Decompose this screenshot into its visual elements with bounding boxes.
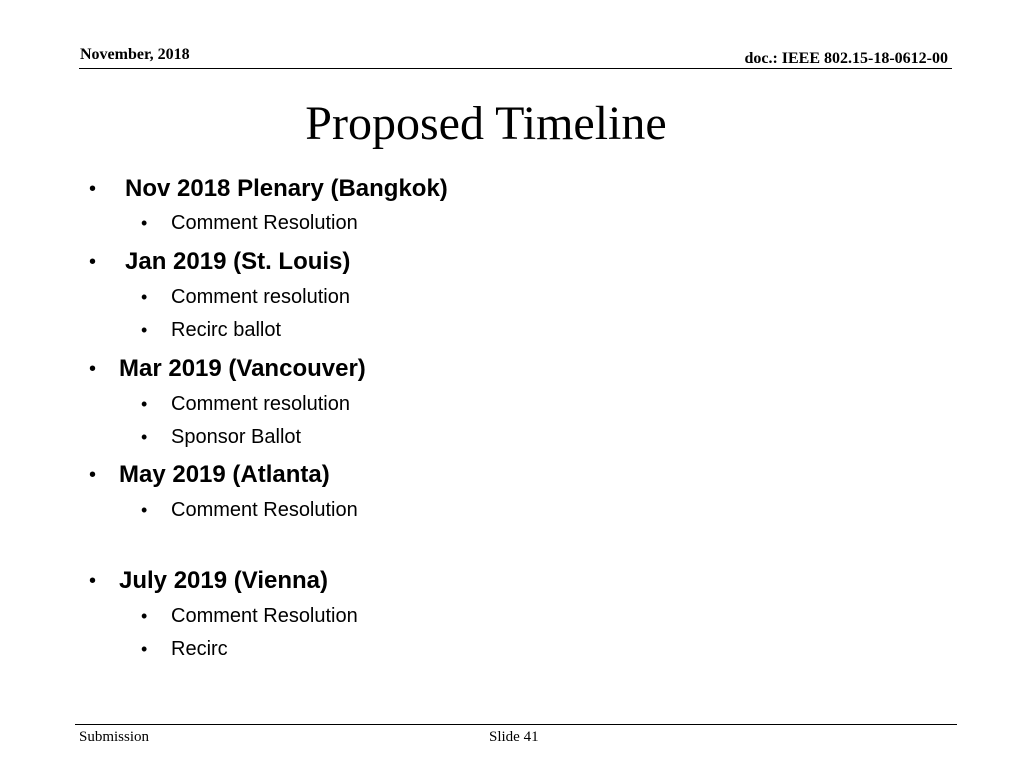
timeline-item-label: May 2019 (Atlanta) [119, 461, 330, 488]
timeline-subitem: Comment Resolution [171, 605, 358, 627]
timeline-item-label: Mar 2019 (Vancouver) [119, 355, 366, 382]
bullet-icon: • [89, 251, 97, 273]
timeline-subitem: Sponsor Ballot [171, 426, 302, 448]
sub-bullet-icon: • [141, 287, 148, 307]
sub-bullet-icon: • [141, 500, 148, 520]
timeline-item-label: July 2019 (Vienna) [119, 567, 328, 594]
timeline-subitem: Recirc [171, 638, 228, 660]
footer-slide-number: Slide 41 [489, 729, 539, 745]
bullet-icon: • [89, 358, 97, 380]
timeline-subitem: Comment Resolution [171, 499, 358, 521]
sub-bullet-icon: • [141, 606, 148, 626]
slide-title: Proposed Timeline [305, 97, 667, 150]
timeline-item-label: Jan 2019 (St. Louis) [125, 248, 351, 275]
bullet-icon: • [89, 464, 97, 486]
sub-bullet-icon: • [141, 320, 148, 340]
header-doc-id: doc.: IEEE 802.15-18-0612-00 [744, 50, 948, 67]
timeline-item-label: Nov 2018 Plenary (Bangkok) [125, 175, 448, 202]
sub-bullet-icon: • [141, 213, 148, 233]
timeline-subitem: Comment Resolution [171, 212, 358, 234]
bullet-icon: • [89, 178, 97, 200]
timeline-subitem: Recirc ballot [171, 319, 282, 341]
header-date: November, 2018 [80, 46, 190, 63]
sub-bullet-icon: • [141, 639, 148, 659]
bullet-icon: • [89, 570, 97, 592]
footer-rule [75, 724, 957, 725]
timeline-subitem: Comment resolution [171, 393, 350, 415]
sub-bullet-icon: • [141, 427, 148, 447]
timeline-subitem: Comment resolution [171, 286, 350, 308]
sub-bullet-icon: • [141, 394, 148, 414]
footer-submission: Submission [79, 729, 150, 745]
